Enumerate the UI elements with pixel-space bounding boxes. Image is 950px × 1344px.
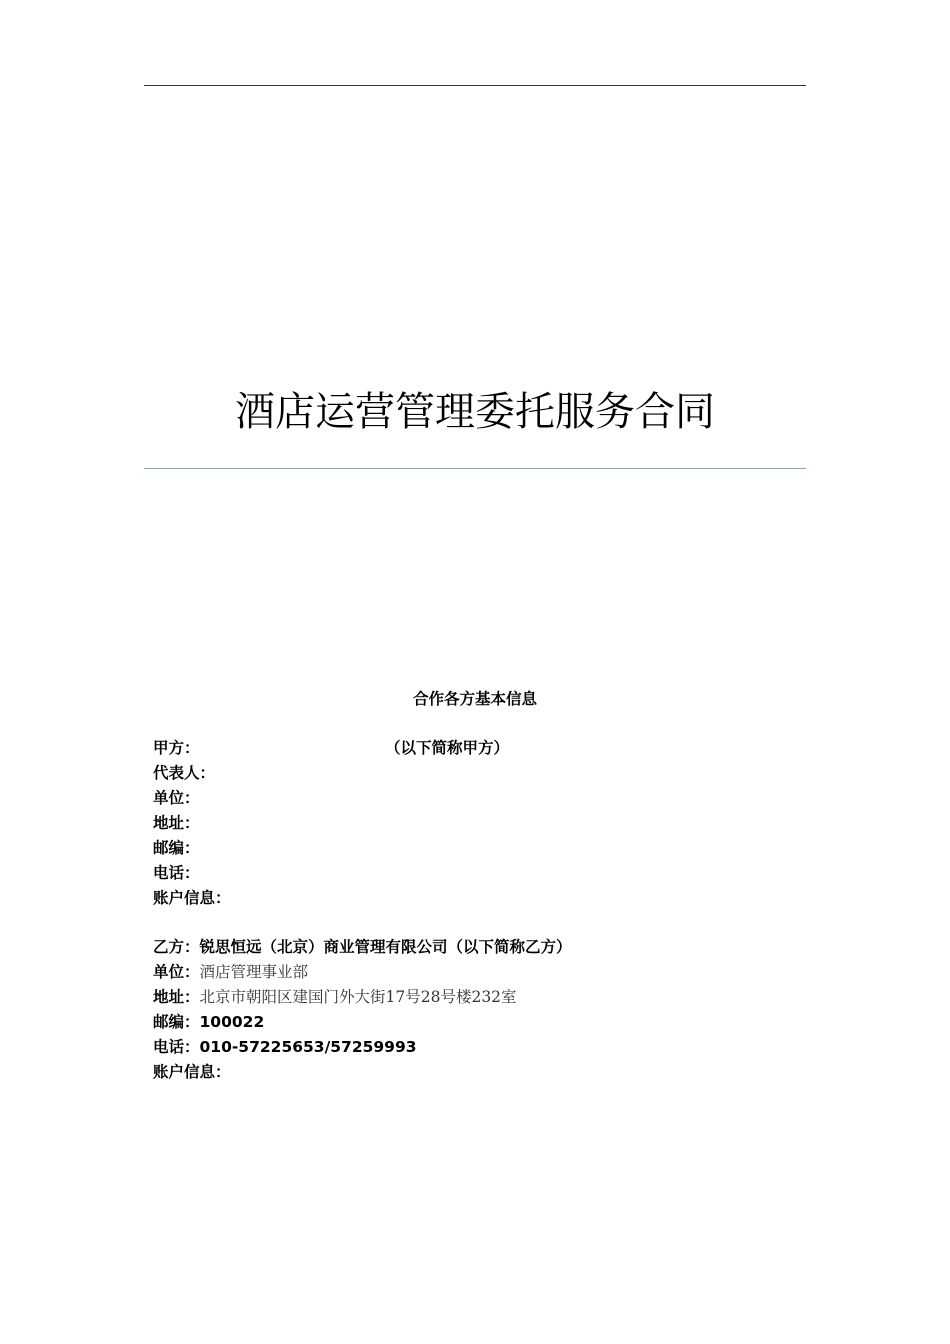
party-a-account-line	[153, 886, 231, 911]
party-a-abbreviation: （以下简称甲方）	[385, 739, 510, 757]
party-a-phone-line	[153, 861, 200, 886]
party-b-postcode-line	[153, 1010, 264, 1035]
party-a-representative-label: 代表人：	[153, 764, 216, 782]
party-b-address-label: 地址：	[153, 988, 200, 1006]
party-b-unit-label: 单位：	[153, 963, 200, 981]
party-b-name-line	[153, 935, 572, 960]
party-a-unit-line	[153, 786, 200, 811]
party-b-label: 乙方：	[153, 938, 200, 956]
section-heading: 合作各方基本信息	[412, 690, 537, 708]
party-a-account-label: 账户信息：	[153, 889, 231, 907]
party-a-label: 甲方：	[153, 739, 200, 757]
party-a-representative-line	[153, 761, 215, 786]
party-b-address-line	[153, 985, 517, 1010]
party-b-phone-label: 电话：	[153, 1038, 200, 1056]
party-b-name: 锐思恒远（北京）商业管理有限公司（以下简称乙方）	[199, 938, 572, 956]
party-a-address-line	[153, 811, 200, 836]
party-b-postcode-value: 100022	[199, 1013, 265, 1031]
party-b-postcode-label: 邮编：	[153, 1013, 200, 1031]
party-b-unit-line	[153, 960, 308, 985]
party-b-unit-value: 酒店管理事业部	[199, 963, 309, 981]
party-a-postcode-line	[153, 836, 200, 861]
party-a-unit-label: 单位：	[153, 789, 200, 807]
header-rule	[144, 85, 806, 86]
party-b-phone-line	[153, 1035, 417, 1060]
party-b-account-line	[153, 1060, 231, 1085]
party-b-address-value: 北京市朝阳区建国门外大街17号28号楼232室	[199, 988, 517, 1006]
party-a-name-line	[153, 736, 200, 761]
party-a-phone-label: 电话：	[153, 864, 200, 882]
party-b-account-label: 账户信息：	[153, 1063, 231, 1081]
title-underline	[144, 468, 806, 469]
party-b-phone-value: 010-57225653/57259993	[199, 1038, 417, 1056]
party-a-postcode-label: 邮编：	[153, 839, 200, 857]
contract-title: 酒店运营管理委托服务合同	[235, 389, 715, 435]
party-a-address-label: 地址：	[153, 814, 200, 832]
